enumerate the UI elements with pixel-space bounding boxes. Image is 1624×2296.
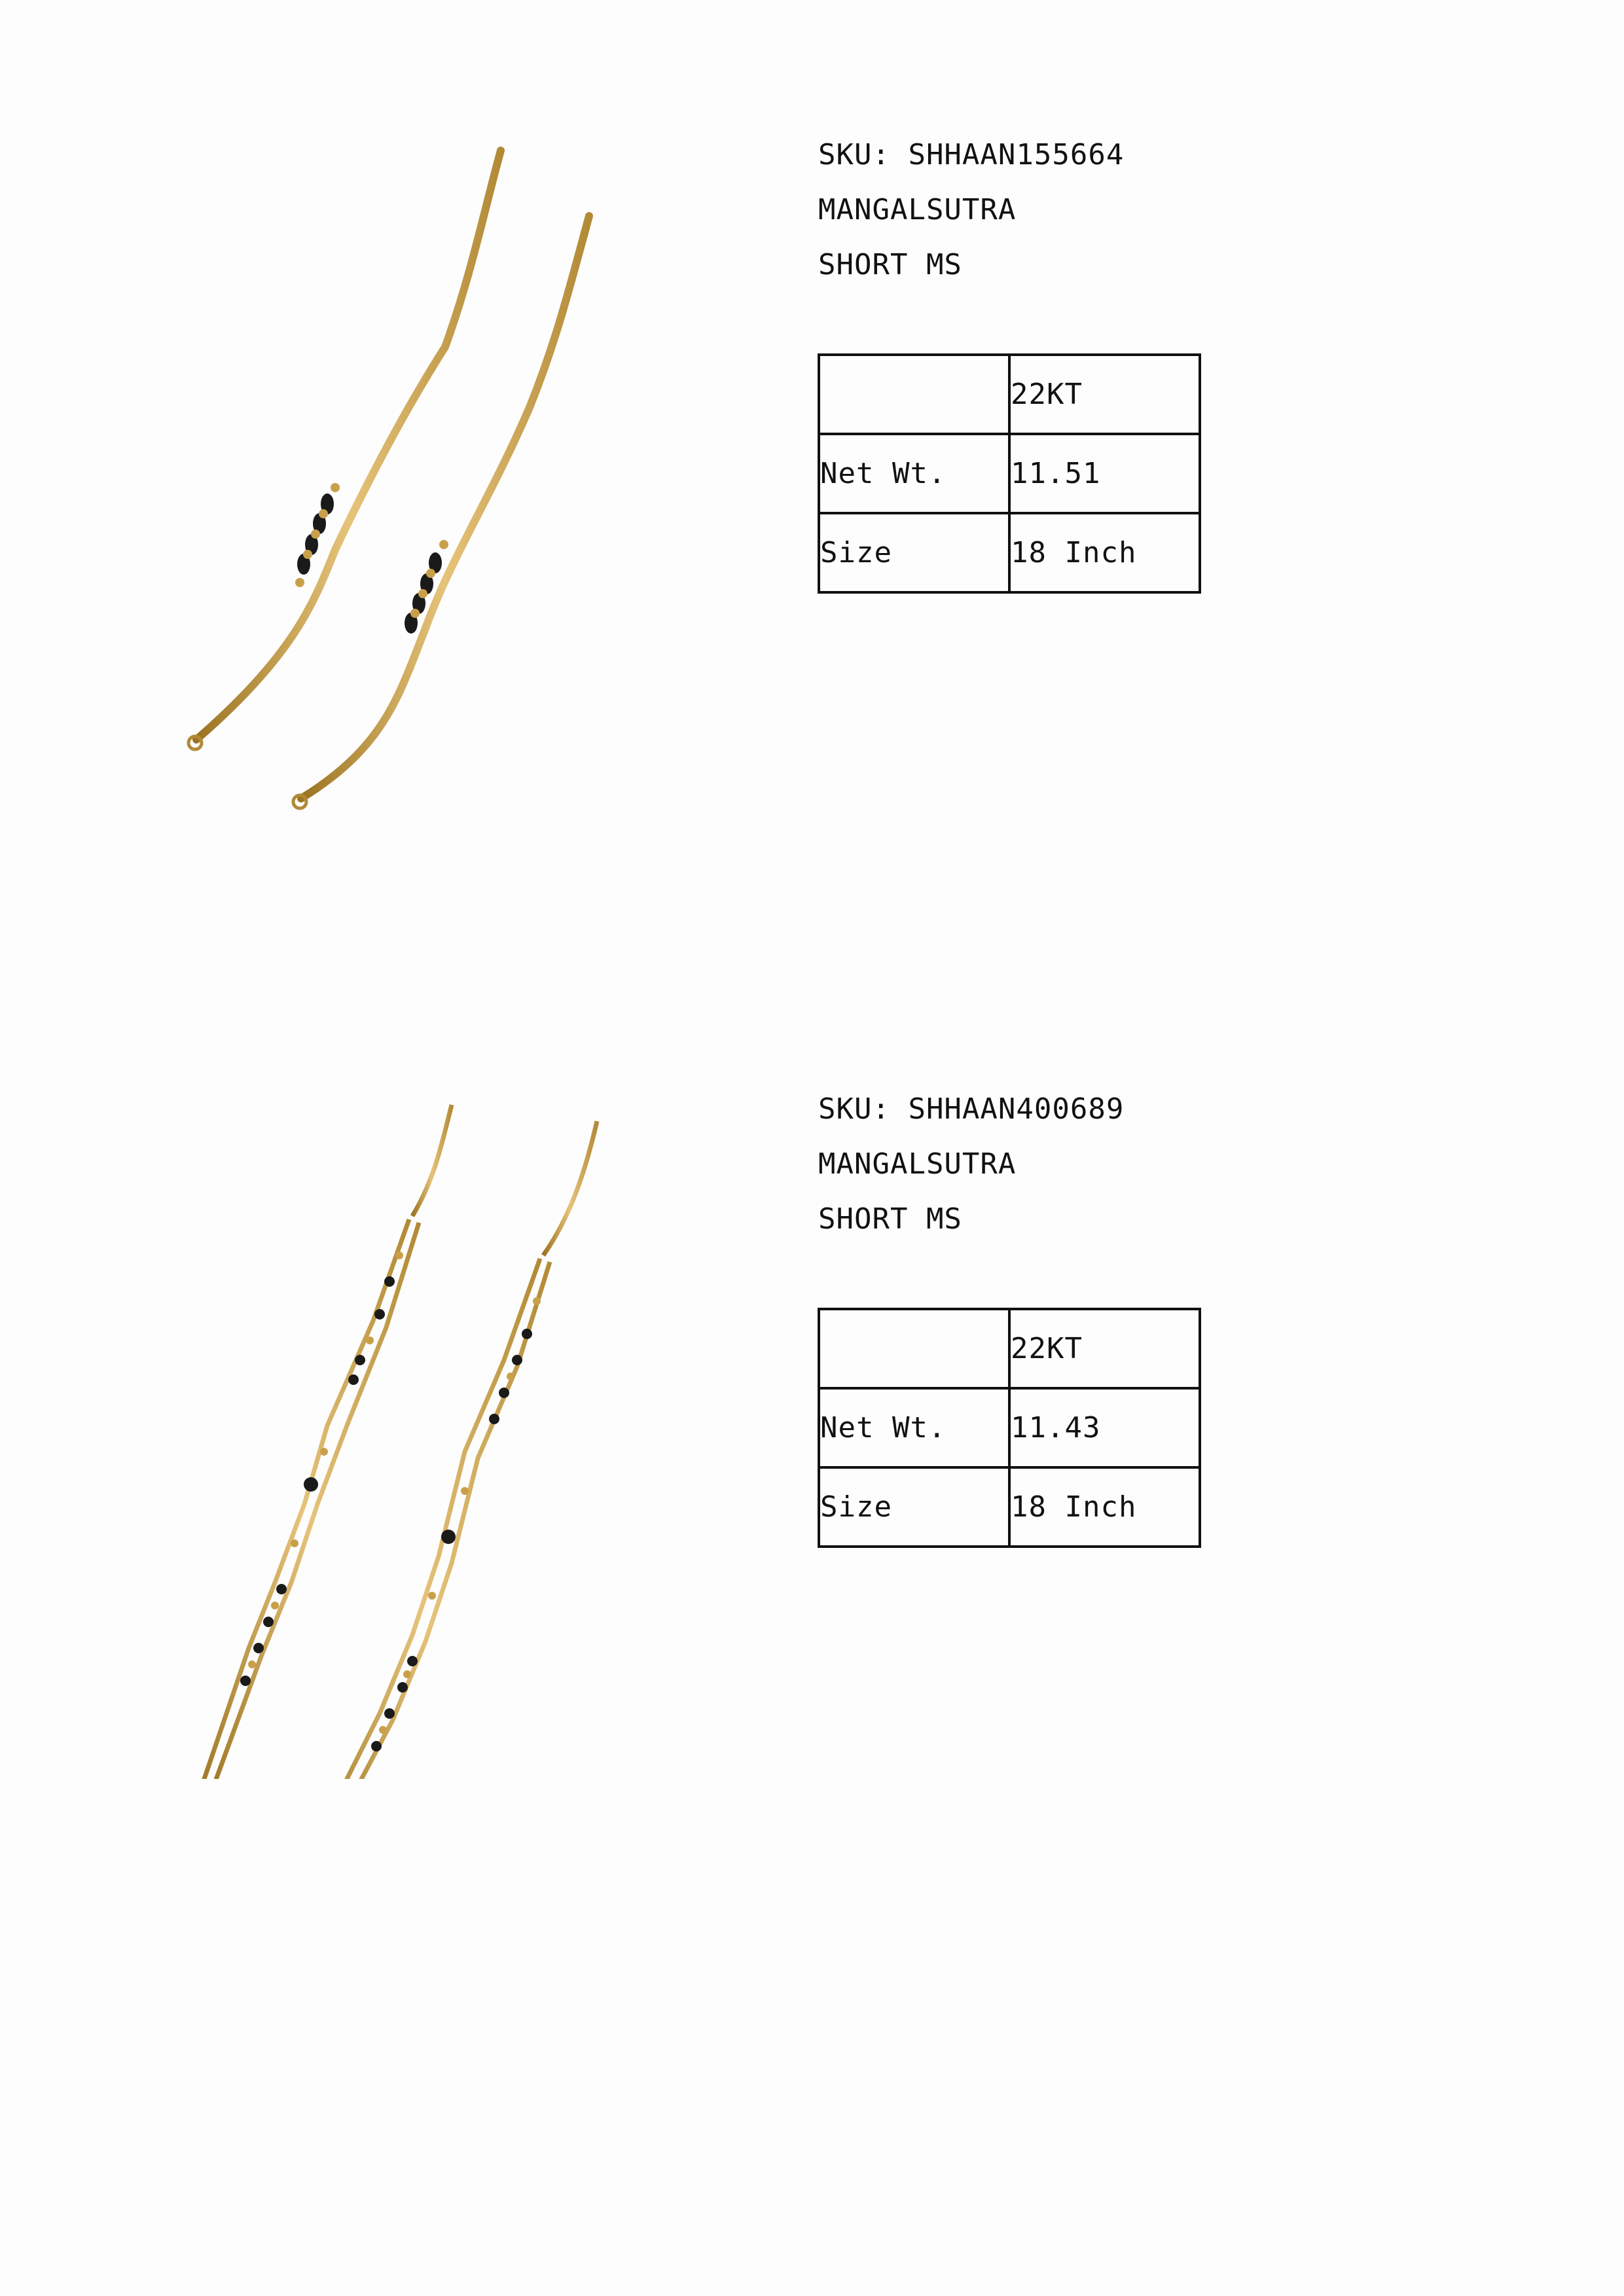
spec-table-1 — [818, 353, 1201, 594]
product-info-1 — [818, 128, 1124, 293]
spec-header-row — [819, 1309, 1200, 1388]
product-info-2 — [818, 1082, 1124, 1247]
spec-value: 18 Inch — [1009, 513, 1200, 592]
spec-header-label — [819, 355, 1009, 434]
spec-label: Size — [819, 513, 1009, 592]
sku-line: SKU: SHHAAN400689 — [818, 1092, 1125, 1126]
spec-label: Size — [819, 1467, 1009, 1547]
product-photo-2 — [164, 1085, 622, 1779]
spec-header-label — [819, 1309, 1009, 1388]
spec-label: Net Wt. — [819, 434, 1009, 513]
spec-header-row — [819, 355, 1200, 434]
product-card-2 — [0, 954, 1624, 1805]
product-photo-1 — [164, 131, 622, 825]
spec-label: Net Wt. — [819, 1388, 1009, 1467]
spec-row — [819, 1388, 1200, 1467]
spec-header-value: 22KT — [1009, 1309, 1200, 1388]
spec-row — [819, 1467, 1200, 1547]
product-card-1 — [0, 0, 1624, 851]
product-category: MANGALSUTRA — [818, 1147, 1017, 1181]
spec-value: 11.51 — [1009, 434, 1200, 513]
spec-header-value: 22KT — [1009, 355, 1200, 434]
product-category: MANGALSUTRA — [818, 193, 1017, 226]
spec-row — [819, 434, 1200, 513]
spec-table-2 — [818, 1308, 1201, 1548]
sku-line: SKU: SHHAAN155664 — [818, 138, 1125, 171]
product-subcategory: SHORT MS — [818, 248, 962, 281]
product-subcategory: SHORT MS — [818, 1202, 962, 1236]
spec-value: 11.43 — [1009, 1388, 1200, 1467]
spec-value: 18 Inch — [1009, 1467, 1200, 1547]
spec-row — [819, 513, 1200, 592]
